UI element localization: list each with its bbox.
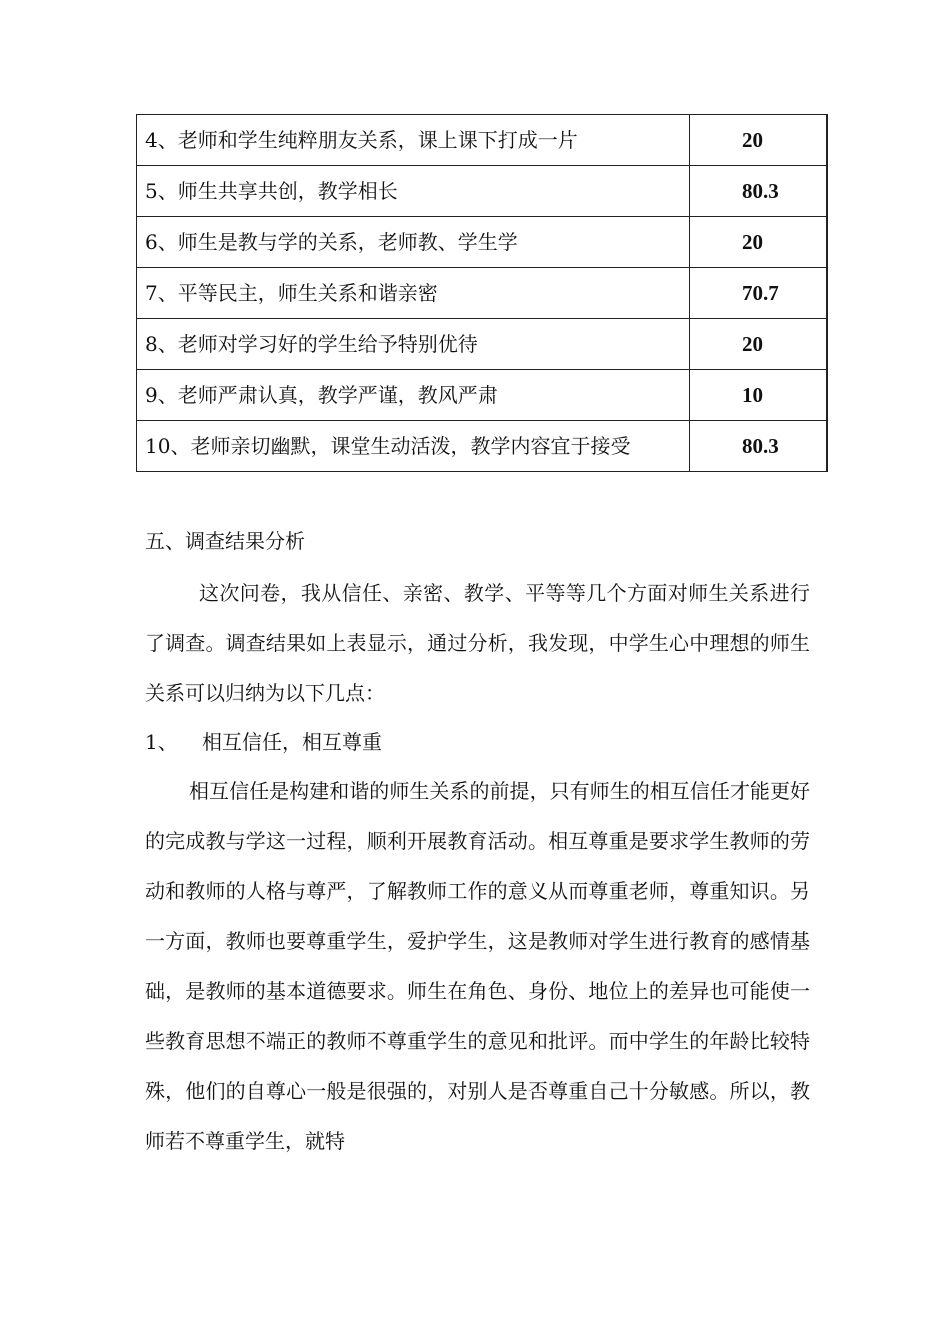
table-value-cell: 80.3: [690, 166, 827, 217]
point-number: 1、: [145, 730, 178, 754]
table-item-cell: 6、师生是教与学的关系，老师教、学生学: [137, 217, 690, 268]
table-row: [137, 115, 827, 166]
table-row: [137, 268, 827, 319]
table-item-cell: 7、平等民主，师生关系和谐亲密: [137, 268, 690, 319]
table-value-cell: 10: [690, 370, 827, 421]
survey-results-table: [136, 114, 828, 472]
table-value-cell: 20: [690, 115, 827, 166]
table-value-cell: 20: [690, 319, 827, 370]
table-item-cell: 9、老师严肃认真，教学严谨，教风严肃: [137, 370, 690, 421]
table-item-cell: 8、老师对学习好的学生给予特别优待: [137, 319, 690, 370]
point-title: 相互信任，相互尊重: [202, 730, 382, 754]
intro-paragraph: 这次问卷，我从信任、亲密、教学、平等等几个方面对师生关系进行了调查。调查结果如上表显示，通过分析，我发现，中学生心中理想的师生关系可以归纳为以下几点：: [145, 581, 810, 705]
table-row: [137, 370, 827, 421]
table-row: [137, 319, 827, 370]
table-item-cell: 5、师生共享共创，教学相长: [137, 166, 690, 217]
table-value-cell: 80.3: [690, 421, 827, 472]
table-item-cell: 4、老师和学生纯粹朋友关系，课上课下打成一片: [137, 115, 690, 166]
table-row: [137, 166, 827, 217]
table-value-cell: 20: [690, 217, 827, 268]
table-item-cell: 10、老师亲切幽默，课堂生动活泼，教学内容宜于接受: [137, 421, 690, 472]
body-paragraph: 相互信任是构建和谐的师生关系的前提，只有师生的相互信任才能更好的完成教与学这一过程，顺利开展教育活动。相互尊重是要求学生教师的劳动和教师的人格与尊严，了解教师工作的意义从而尊重老师，尊重知识。另一方面，教师也要尊重学生，爱护学生，这是教师对学生进行教育的感情基础，是教师的基本道德要求。师生在角色、身份、地位上的差异也可能使一些教育思想不端正的教师不尊重学生的意见和批评。而中学生的年龄比较特殊，他们的自尊心一般是很强的，对别人是否尊重自己十分敏感。所以，教师若不尊重学生，就特: [145, 779, 810, 1153]
table-row: [137, 421, 827, 472]
point-heading: [145, 717, 382, 767]
table-row: [137, 217, 827, 268]
table-value-cell: 70.7: [690, 268, 827, 319]
section-heading: 五、调查结果分析: [145, 529, 305, 553]
